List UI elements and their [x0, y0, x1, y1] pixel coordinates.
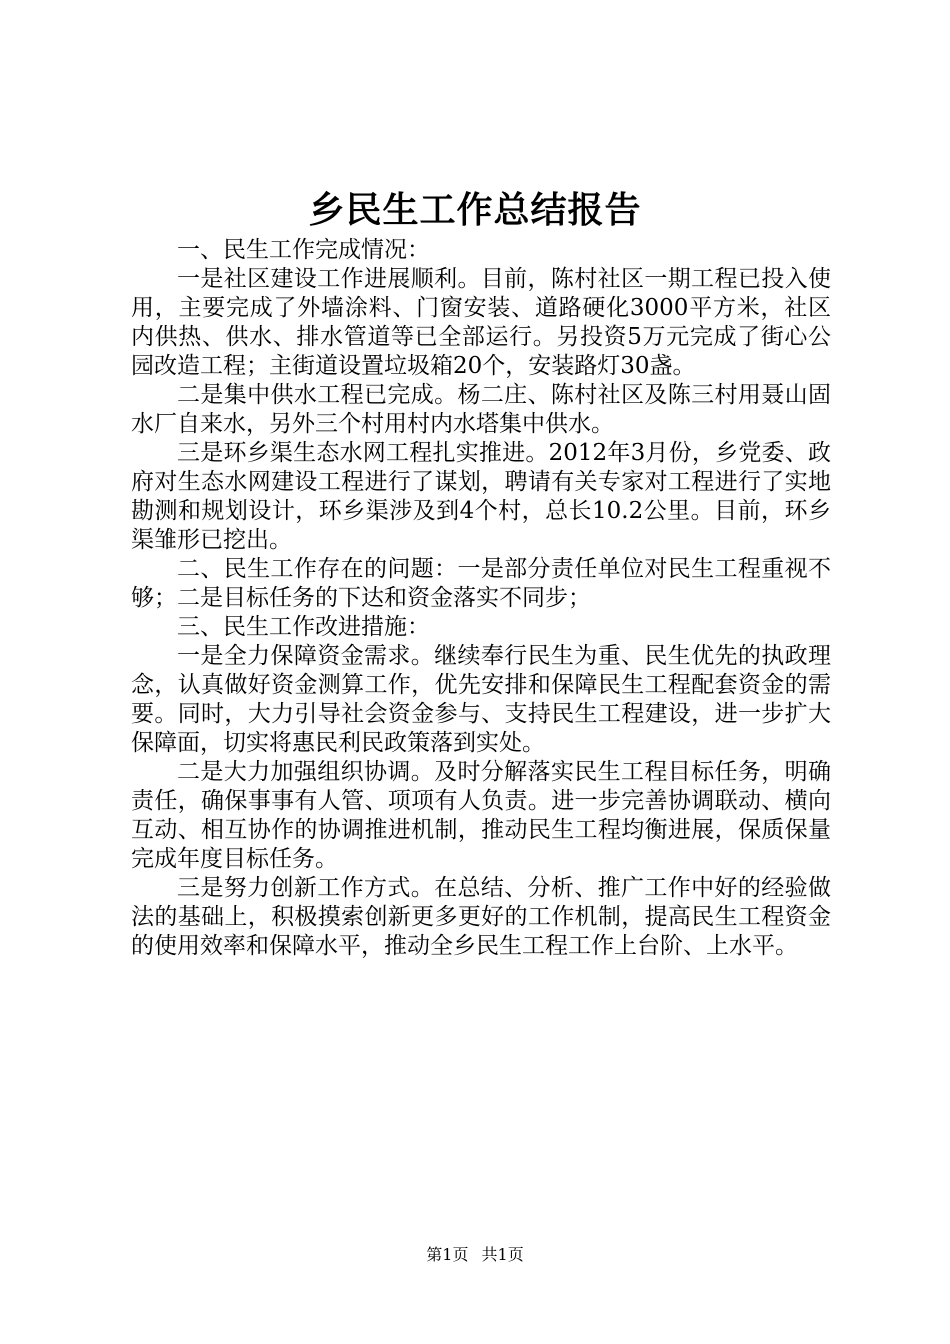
document-body	[131, 236, 831, 961]
paragraph-problems: 二、民生工作存在的问题：一是部分责任单位对民生工程重视不够；二是目标任务的下达和资金落实不同步；	[131, 556, 831, 611]
page-footer	[0, 1244, 950, 1266]
document-title: 乡民生工作总结报告	[308, 189, 642, 231]
page-number: 第1页	[426, 1245, 469, 1264]
paragraph-water-supply: 二是集中供水工程已完成。杨二庄、陈村社区及陈三村用聂山固水厂自来水，另外三个村用村内水塔集中供水。	[131, 382, 831, 437]
page-total: 共1页	[481, 1245, 524, 1264]
section-heading-completion: 一、民生工作完成情况：	[177, 237, 430, 263]
paragraph-funding: 一是全力保障资金需求。继续奉行民生为重、民生优先的执政理念，认真做好资金测算工作，优先安排和保障民生工程配套资金的需要。同时，大力引导社会资金参与、支持民生工程建设，进一步扩大保障面，切实将惠民利民政策落到实处。	[131, 643, 831, 756]
paragraph-water-network: 三是环乡渠生态水网工程扎实推进。2012年3月份，乡党委、政府对生态水网建设工程进行了谋划，聘请有关专家对工程进行了实地勘测和规划设计，环乡渠涉及到4个村，总长10.2公里。目前，环乡渠雏形已挖出。	[131, 440, 831, 553]
paragraph-community-construction: 一是社区建设工作进展顺利。目前，陈村社区一期工程已投入使用，主要完成了外墙涂料、门窗安装、道路硬化3000平方米，社区内供热、供水、排水管道等已全部运行。另投资5万元完成了街心公园改造工程；主街道设置垃圾箱20个，安装路灯30盏。	[131, 266, 831, 379]
paragraph-coordination: 二是大力加强组织协调。及时分解落实民生工程目标任务，明确责任，确保事事有人管、项项有人负责。进一步完善协调联动、横向互动、相互协作的协调推进机制，推动民生工程均衡进展，保质保量完成年度目标任务。	[131, 759, 831, 872]
section-heading-improvements: 三、民生工作改进措施：	[177, 614, 430, 640]
paragraph-innovation: 三是努力创新工作方式。在总结、分析、推广工作中好的经验做法的基础上，积极摸索创新更多更好的工作机制，提高民生工程资金的使用效率和保障水平，推动全乡民生工程工作上台阶、上水平。	[131, 875, 831, 959]
